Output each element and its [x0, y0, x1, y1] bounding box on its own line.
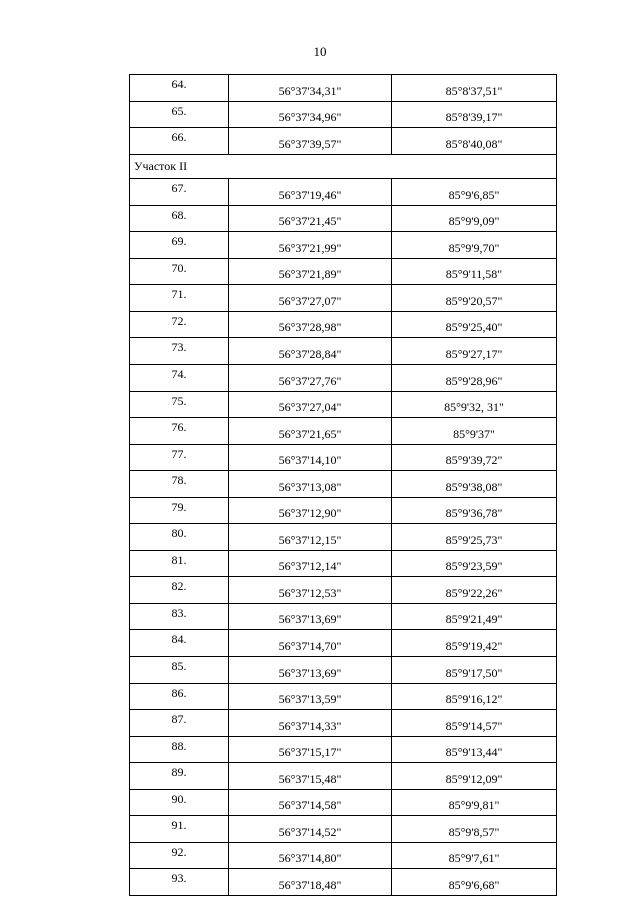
- latitude-cell: 56°37'18,48": [229, 869, 392, 896]
- latitude-cell: 56°37'14,52": [229, 816, 392, 843]
- point-number-cell: 85.: [130, 657, 229, 684]
- table-row: [130, 311, 557, 338]
- longitude-cell: 85°9'22,26": [392, 577, 557, 604]
- page-number: 10: [313, 44, 327, 59]
- point-number-cell: 71.: [130, 285, 229, 312]
- table-row: [130, 577, 557, 604]
- longitude-cell: 85°8'39,17": [392, 101, 557, 128]
- table-row: [130, 657, 557, 684]
- section-label: Участок II: [130, 154, 557, 179]
- point-number-cell: 79.: [130, 497, 229, 524]
- point-number-cell: 86.: [130, 683, 229, 710]
- table-row: [130, 710, 557, 737]
- longitude-cell: 85°9'12,09": [392, 763, 557, 790]
- longitude-cell: 85°9'11,58": [392, 258, 557, 285]
- table-row: [130, 101, 557, 128]
- latitude-cell: 56°37'28,98": [229, 311, 392, 338]
- point-number-cell: 72.: [130, 311, 229, 338]
- table-row: [130, 391, 557, 418]
- longitude-cell: 85°9'39,72": [392, 444, 557, 471]
- table-row: [130, 285, 557, 312]
- coordinates-table-body: [130, 75, 557, 896]
- longitude-cell: 85°9'20,57": [392, 285, 557, 312]
- table-row: [130, 550, 557, 577]
- latitude-cell: 56°37'14,58": [229, 789, 392, 816]
- table-row: [130, 258, 557, 285]
- table-row: [130, 205, 557, 232]
- table-row: [130, 338, 557, 365]
- longitude-cell: 85°9'6,68": [392, 869, 557, 896]
- longitude-cell: 85°9'9,70": [392, 232, 557, 259]
- point-number-cell: 91.: [130, 816, 229, 843]
- longitude-cell: 85°9'8,57": [392, 816, 557, 843]
- latitude-cell: 56°37'13,08": [229, 471, 392, 498]
- longitude-cell: 85°9'36,78": [392, 497, 557, 524]
- latitude-cell: 56°37'14,70": [229, 630, 392, 657]
- table-row: [130, 683, 557, 710]
- point-number-cell: 88.: [130, 736, 229, 763]
- longitude-cell: 85°9'17,50": [392, 657, 557, 684]
- point-number-cell: 81.: [130, 550, 229, 577]
- longitude-cell: 85°9'14,57": [392, 710, 557, 737]
- point-number-cell: 73.: [130, 338, 229, 365]
- point-number-cell: 74.: [130, 365, 229, 392]
- point-number-cell: 64.: [130, 75, 229, 102]
- latitude-cell: 56°37'39,57": [229, 128, 392, 155]
- table-row: [130, 497, 557, 524]
- longitude-cell: 85°9'21,49": [392, 603, 557, 630]
- point-number-cell: 93.: [130, 869, 229, 896]
- table-row: [130, 179, 557, 206]
- longitude-cell: 85°9'13,44": [392, 736, 557, 763]
- longitude-cell: 85°8'40,08": [392, 128, 557, 155]
- latitude-cell: 56°37'21,89": [229, 258, 392, 285]
- point-number-cell: 70.: [130, 258, 229, 285]
- latitude-cell: 56°37'21,65": [229, 418, 392, 445]
- table-row: [130, 444, 557, 471]
- table-row: [130, 75, 557, 102]
- latitude-cell: 56°37'12,14": [229, 550, 392, 577]
- point-number-cell: 67.: [130, 179, 229, 206]
- longitude-cell: 85°9'32, 31": [392, 391, 557, 418]
- latitude-cell: 56°37'34,96": [229, 101, 392, 128]
- point-number-cell: 65.: [130, 101, 229, 128]
- table-row: [130, 418, 557, 445]
- table-row: [130, 816, 557, 843]
- latitude-cell: 56°37'13,69": [229, 603, 392, 630]
- longitude-cell: 85°9'25,73": [392, 524, 557, 551]
- coordinates-table: [129, 74, 557, 896]
- latitude-cell: 56°37'19,46": [229, 179, 392, 206]
- point-number-cell: 69.: [130, 232, 229, 259]
- latitude-cell: 56°37'12,90": [229, 497, 392, 524]
- table-row: [130, 365, 557, 392]
- point-number-cell: 77.: [130, 444, 229, 471]
- point-number-cell: 89.: [130, 763, 229, 790]
- table-row: [130, 789, 557, 816]
- point-number-cell: 78.: [130, 471, 229, 498]
- table-row: [130, 603, 557, 630]
- latitude-cell: 56°37'13,69": [229, 657, 392, 684]
- section-row: [130, 154, 557, 179]
- longitude-cell: 85°8'37,51": [392, 75, 557, 102]
- table-row: [130, 842, 557, 869]
- point-number-cell: 82.: [130, 577, 229, 604]
- longitude-cell: 85°9'9,81": [392, 789, 557, 816]
- table-row: [130, 736, 557, 763]
- longitude-cell: 85°9'16,12": [392, 683, 557, 710]
- latitude-cell: 56°37'21,99": [229, 232, 392, 259]
- longitude-cell: 85°9'25,40": [392, 311, 557, 338]
- longitude-cell: 85°9'6,85": [392, 179, 557, 206]
- table-row: [130, 232, 557, 259]
- longitude-cell: 85°9'9,09": [392, 205, 557, 232]
- latitude-cell: 56°37'12,15": [229, 524, 392, 551]
- latitude-cell: 56°37'27,76": [229, 365, 392, 392]
- longitude-cell: 85°9'19,42": [392, 630, 557, 657]
- longitude-cell: 85°9'27,17": [392, 338, 557, 365]
- point-number-cell: 84.: [130, 630, 229, 657]
- latitude-cell: 56°37'27,04": [229, 391, 392, 418]
- longitude-cell: 85°9'37": [392, 418, 557, 445]
- table-row: [130, 763, 557, 790]
- latitude-cell: 56°37'12,53": [229, 577, 392, 604]
- point-number-cell: 76.: [130, 418, 229, 445]
- latitude-cell: 56°37'28,84": [229, 338, 392, 365]
- longitude-cell: 85°9'23,59": [392, 550, 557, 577]
- longitude-cell: 85°9'7,61": [392, 842, 557, 869]
- table-row: [130, 524, 557, 551]
- latitude-cell: 56°37'14,10": [229, 444, 392, 471]
- latitude-cell: 56°37'34,31": [229, 75, 392, 102]
- latitude-cell: 56°37'21,45": [229, 205, 392, 232]
- point-number-cell: 80.: [130, 524, 229, 551]
- table-row: [130, 869, 557, 896]
- latitude-cell: 56°37'14,80": [229, 842, 392, 869]
- latitude-cell: 56°37'27,07": [229, 285, 392, 312]
- latitude-cell: 56°37'15,17": [229, 736, 392, 763]
- latitude-cell: 56°37'14,33": [229, 710, 392, 737]
- point-number-cell: 68.: [130, 205, 229, 232]
- point-number-cell: 87.: [130, 710, 229, 737]
- table-row: [130, 630, 557, 657]
- latitude-cell: 56°37'13,59": [229, 683, 392, 710]
- longitude-cell: 85°9'38,08": [392, 471, 557, 498]
- table-row: [130, 471, 557, 498]
- table-row: [130, 128, 557, 155]
- latitude-cell: 56°37'15,48": [229, 763, 392, 790]
- point-number-cell: 92.: [130, 842, 229, 869]
- point-number-cell: 66.: [130, 128, 229, 155]
- point-number-cell: 75.: [130, 391, 229, 418]
- point-number-cell: 83.: [130, 603, 229, 630]
- longitude-cell: 85°9'28,96": [392, 365, 557, 392]
- point-number-cell: 90.: [130, 789, 229, 816]
